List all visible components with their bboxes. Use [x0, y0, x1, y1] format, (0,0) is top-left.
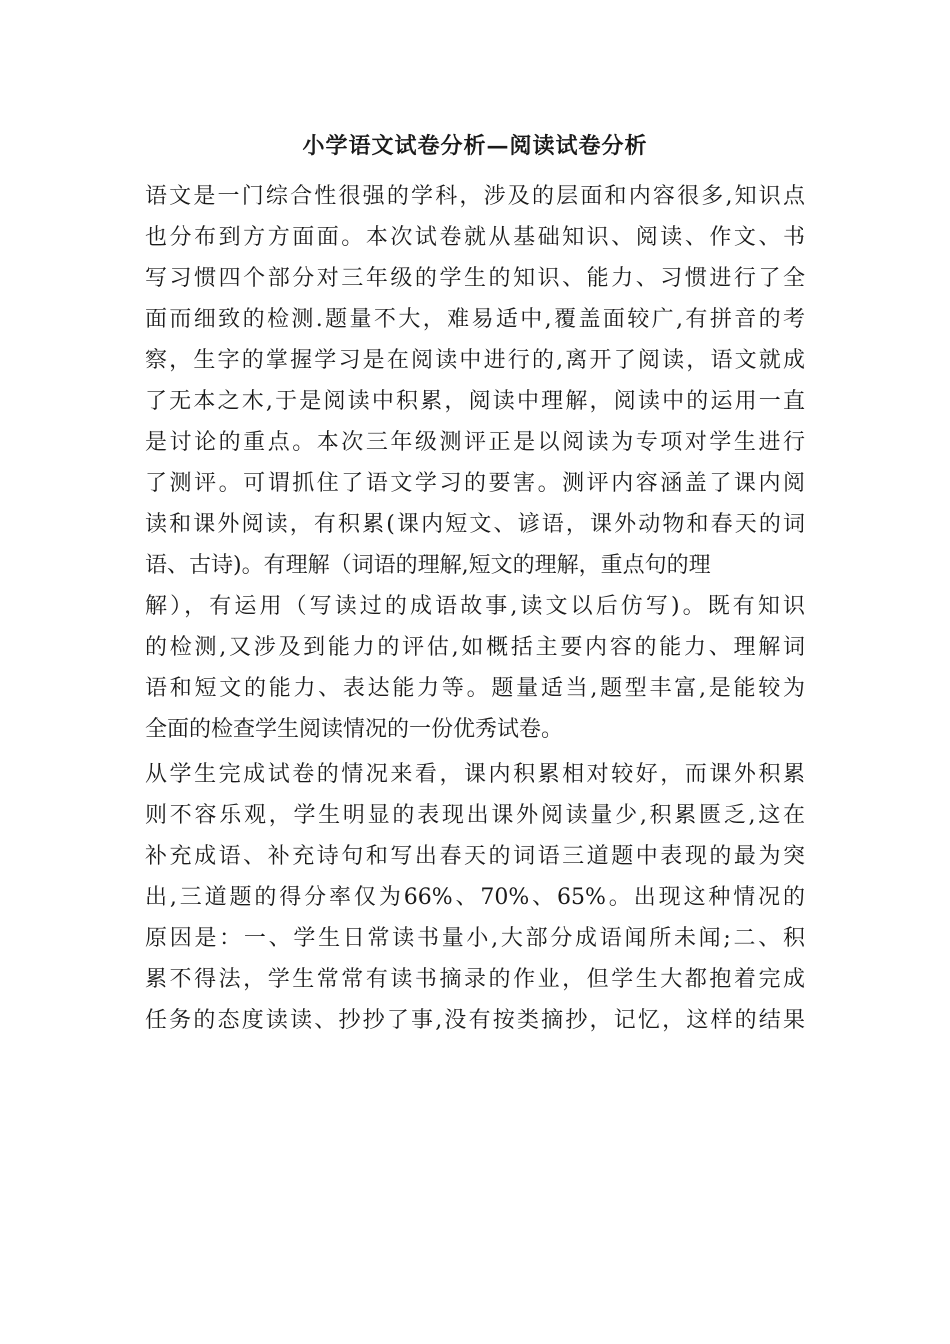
- text-line: 语、古诗)。有理解（词语的理解,短文的理解，重点句的理: [145, 553, 711, 578]
- document-body: [145, 176, 805, 1041]
- text-line: 语和短文的能力、表达能力等。题量适当,题型丰富,是能较为: [145, 676, 805, 701]
- text-line: 了测评。可谓抓住了语文学习的要害。测评内容涵盖了课内阅: [145, 471, 805, 496]
- text-line: 原因是：一、学生日常读书量小,大部分成语闻所未闻;二、积: [145, 926, 805, 951]
- text-line: 面而细致的检测.题量不大，难易适中,覆盖面较广,有拼音的考: [145, 307, 805, 332]
- text-line: 全面的检查学生阅读情况的一份优秀试卷。: [145, 717, 564, 742]
- text-line: 从学生完成试卷的情况来看，课内积累相对较好，而课外积累: [145, 762, 805, 787]
- text-line: 解），有运用（写读过的成语故事,读文以后仿写)。既有知识: [145, 594, 805, 619]
- text-line: 出,三道题的得分率仅为66%、70%、65%。出现这种情况的: [145, 885, 805, 910]
- text-line: 任务的态度读读、抄抄了事,没有按类摘抄，记忆，这样的结果: [145, 1008, 805, 1033]
- text-line: 则不容乐观，学生明显的表现出课外阅读量少,积累匮乏,这在: [145, 803, 805, 828]
- text-line: 察，生字的掌握学习是在阅读中进行的,离开了阅读，语文就成: [145, 348, 805, 373]
- text-line: 也分布到方方面面。本次试卷就从基础知识、阅读、作文、书: [145, 225, 805, 250]
- text-line: 补充成语、补充诗句和写出春天的词语三道题中表现的最为突: [145, 844, 805, 869]
- text-line: 是讨论的重点。本次三年级测评正是以阅读为专项对学生进行: [145, 430, 805, 455]
- paragraph-1: [145, 176, 805, 750]
- text-line: 写习惯四个部分对三年级的学生的知识、能力、习惯进行了全: [145, 266, 805, 291]
- document-title: 小学语文试卷分析—阅读试卷分析: [302, 133, 648, 159]
- text-line: 的检测,又涉及到能力的评估,如概括主要内容的能力、理解词: [145, 635, 805, 660]
- text-line: 读和课外阅读，有积累(课内短文、谚语，课外动物和春天的词: [145, 512, 805, 537]
- paragraph-2: [145, 754, 805, 1041]
- text-line: 语文是一门综合性很强的学科，涉及的层面和内容很多,知识点: [145, 184, 805, 209]
- text-line: 了无本之木,于是阅读中积累，阅读中理解，阅读中的运用一直: [145, 389, 805, 414]
- text-line: 累不得法，学生常常有读书摘录的作业，但学生大都抱着完成: [145, 967, 805, 992]
